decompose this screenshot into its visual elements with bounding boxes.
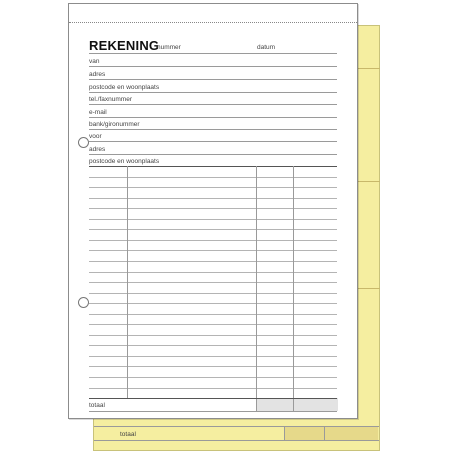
field-bank: bank/gironummer [89, 121, 140, 128]
field-rule [89, 117, 337, 118]
copy-total-bottom-line [94, 440, 379, 441]
total-top-rule [89, 398, 337, 399]
field-rule [89, 141, 337, 142]
copy-edge-mark [358, 181, 380, 182]
punch-hole [78, 297, 89, 308]
copy-column-line [324, 426, 325, 440]
field-van: van [89, 58, 100, 65]
copy-column-line [284, 426, 285, 440]
field-rule [89, 104, 337, 105]
invoice-form-sheet [68, 3, 358, 419]
field-postcode: postcode en woonplaats [89, 84, 160, 91]
total-cell-shade [256, 398, 338, 411]
number-label: nummer [157, 44, 181, 51]
table-column-divider [256, 166, 257, 411]
date-label: datum [257, 44, 276, 51]
field-voor: voor [89, 133, 102, 140]
form-title: REKENING [89, 38, 160, 53]
copy-total-label: totaal [120, 431, 136, 438]
copy-edge-mark [358, 288, 380, 289]
field-rule [89, 154, 337, 155]
field-rule [89, 79, 337, 80]
header-rule [89, 53, 337, 54]
field-rule [89, 66, 337, 67]
total-label: totaal [89, 402, 105, 409]
field-email: e-mail [89, 109, 107, 116]
field-telefax: tel./faxnummer [89, 96, 132, 103]
field-postcode-2: postcode en woonplaats [89, 158, 160, 165]
table-column-divider [293, 166, 294, 411]
copy-total-top-line [94, 426, 379, 427]
copy-total-shade [284, 426, 378, 440]
field-rule [89, 129, 337, 130]
copy-edge-mark [358, 68, 380, 69]
table-column-divider [127, 166, 128, 398]
field-adres: adres [89, 71, 106, 78]
perforation-line [69, 22, 357, 23]
field-adres-2: adres [89, 146, 106, 153]
field-rule [89, 92, 337, 93]
punch-hole [78, 137, 89, 148]
total-bottom-rule [89, 411, 337, 412]
